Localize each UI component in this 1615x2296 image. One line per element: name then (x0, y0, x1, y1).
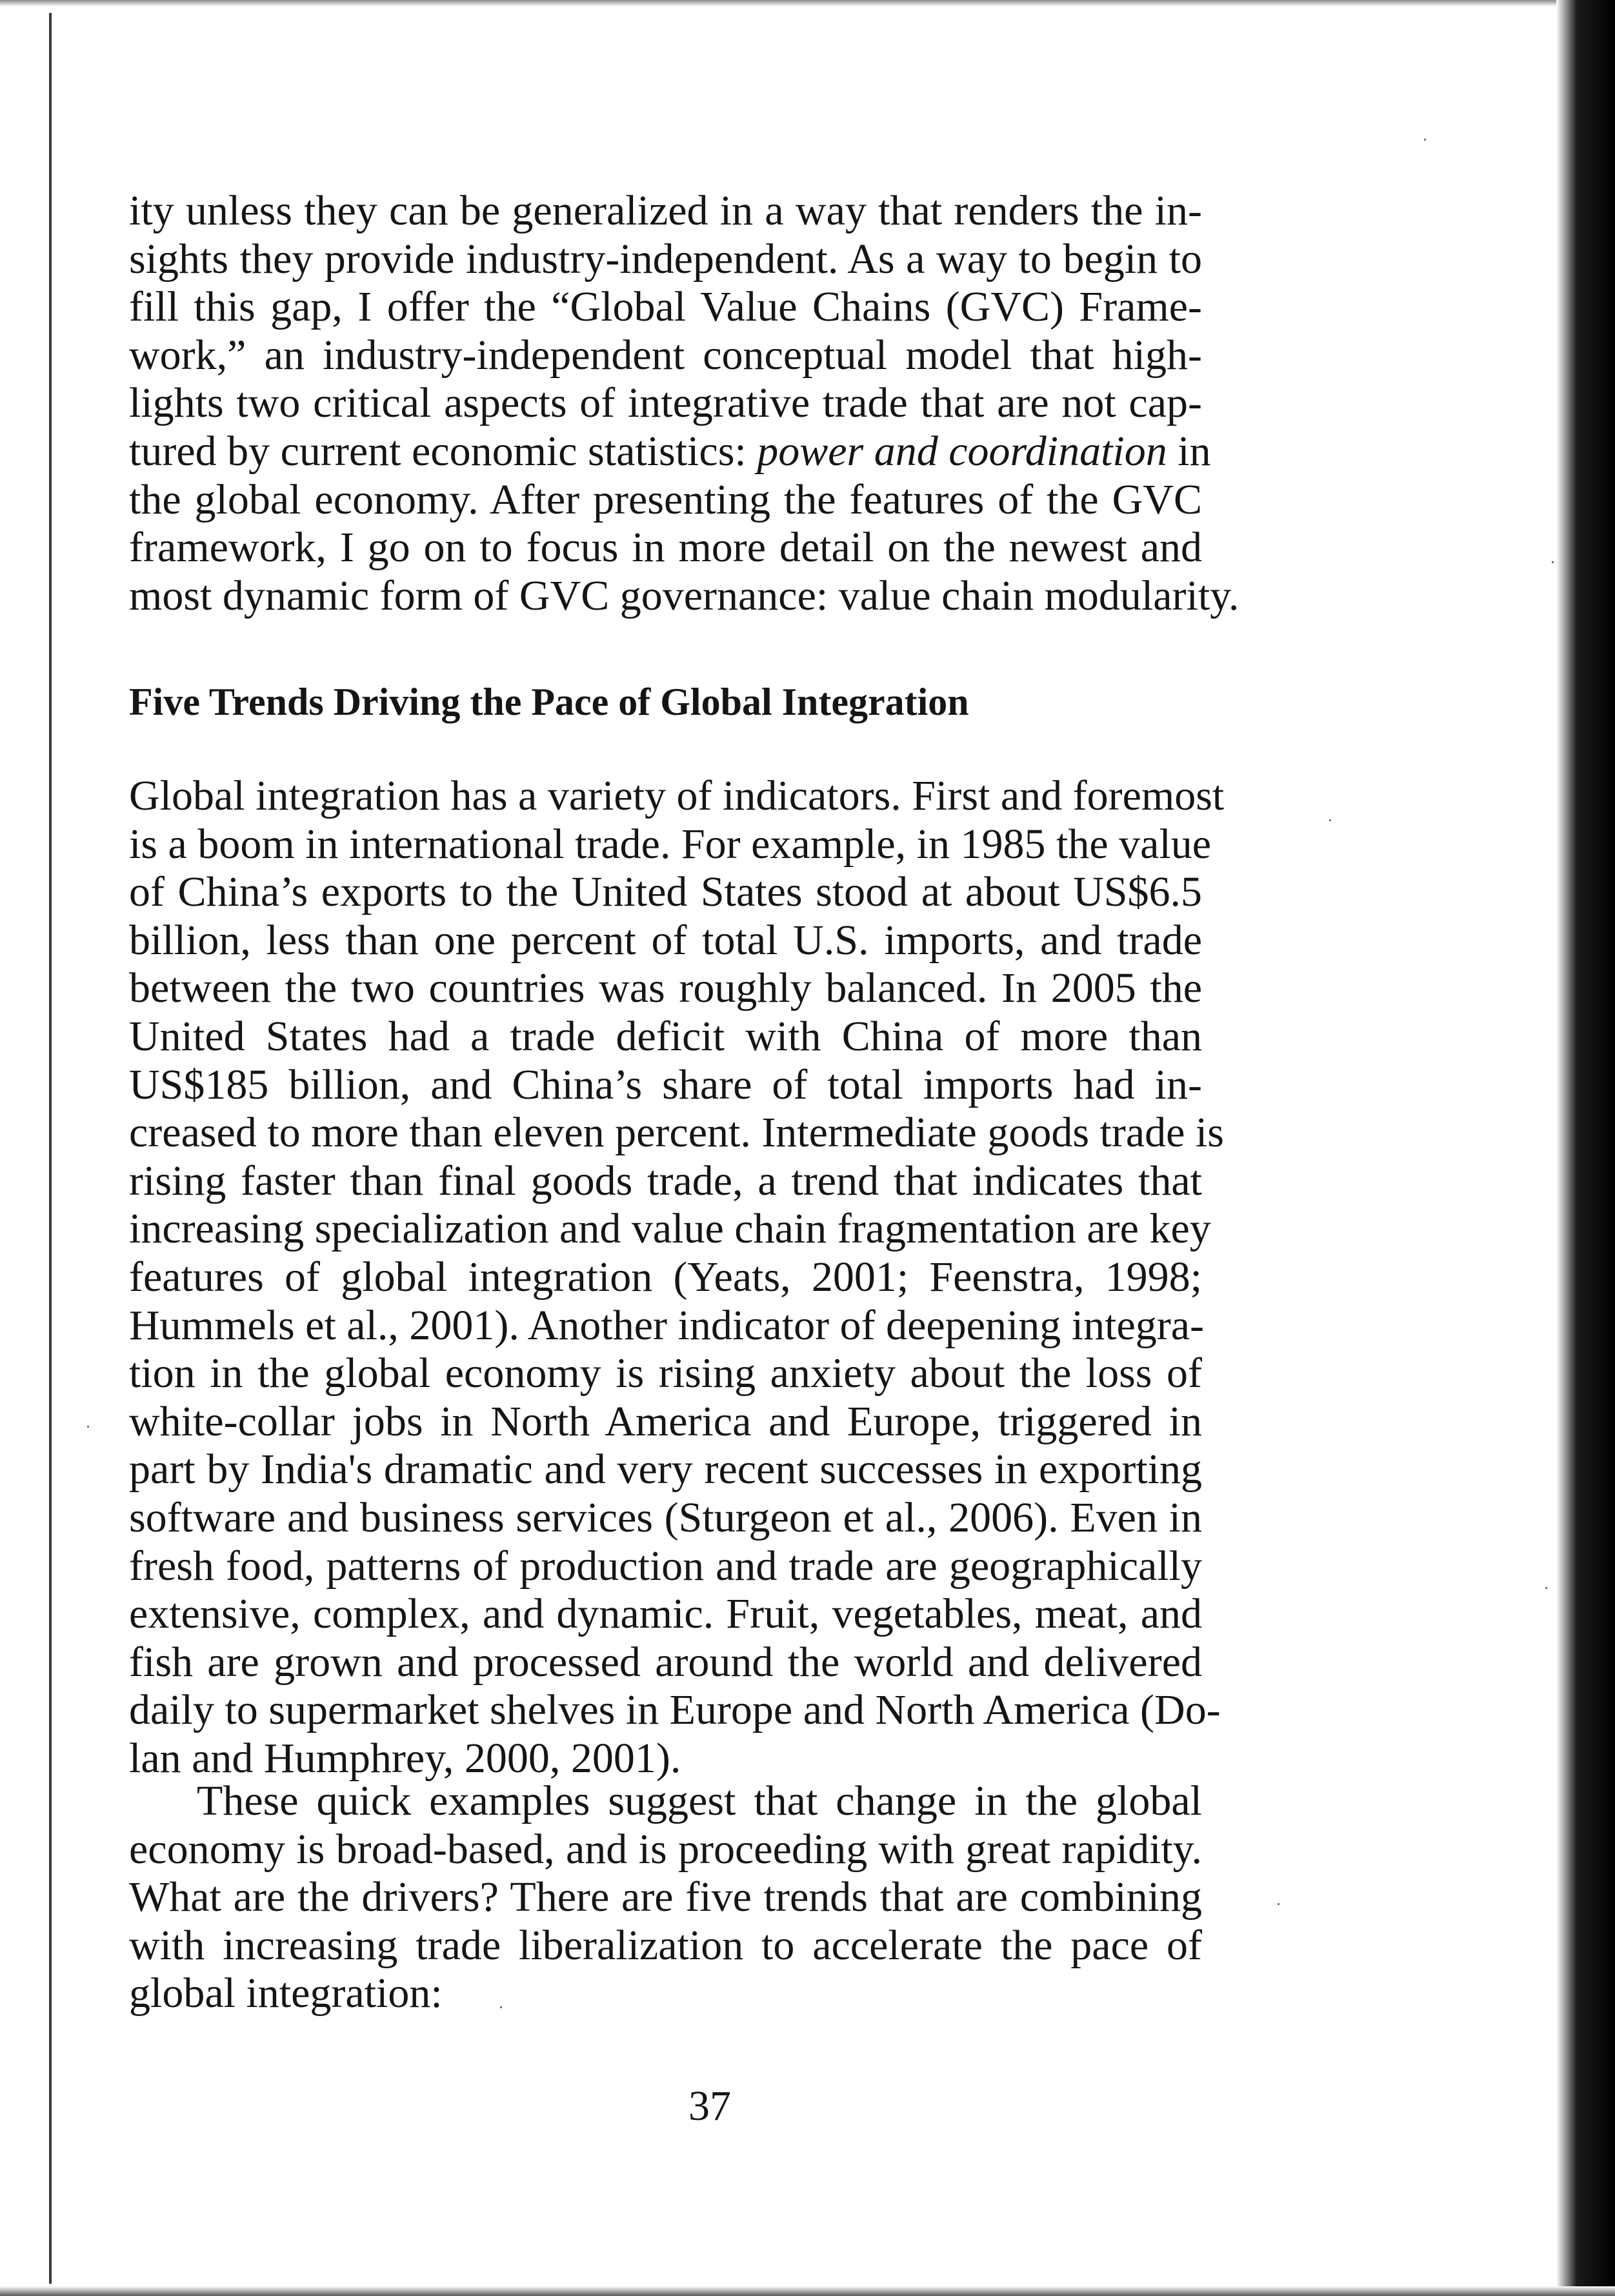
text-line: extensive, complex, and dynamic. Fruit, vegetables, meat, and (129, 1590, 1202, 1638)
text-line: the global economy. After presenting the features of the GVC (129, 475, 1202, 523)
text-line: white-collar jobs in North America and Europe, triggered in (129, 1397, 1202, 1445)
text-line: lights two critical aspects of integrative trade that are not cap- (129, 379, 1202, 427)
text-line: fresh food, patterns of production and trade are geographically (129, 1542, 1202, 1590)
text-line: of China’s exports to the United States stood at about US$6.5 (129, 868, 1202, 916)
text-line: with increasing trade liberalization to accelerate the pace of (129, 1921, 1202, 1969)
scan-speck (1329, 819, 1331, 821)
text-line-with-emphasis (129, 427, 1211, 476)
text-line: framework, I go on to focus in more detail on the newest and (129, 524, 1202, 572)
emphasis-text: power and coordination (757, 427, 1167, 475)
text-line: fish are grown and processed around the world and delivered (129, 1638, 1202, 1686)
text-line: part by India's dramatic and very recent successes in exporting (129, 1446, 1202, 1493)
text-line: tion in the global economy is rising anxiety about the loss of (129, 1350, 1202, 1397)
text-line: economy is broad-based, and is proceeding with great rapidity. (129, 1825, 1202, 1873)
text-line: United States had a trade deficit with China of more than (129, 1012, 1202, 1060)
text-line: These quick examples suggest that change in the global (197, 1777, 1202, 1824)
paragraph-3 (129, 1777, 1202, 2018)
text-line: fill this gap, I offer the “Global Value Chains (GVC) Frame- (129, 283, 1202, 331)
text-line: billion, less than one percent of total U.S. imports, and trade (129, 916, 1202, 964)
scan-speck (1278, 1903, 1279, 1905)
text-line: most dynamic form of GVC governance: value chain modularity. (129, 572, 1239, 619)
text-line: creased to more than eleven percent. Intermediate goods trade is (129, 1109, 1224, 1157)
text-line: US$185 billion, and China’s share of total imports had in- (129, 1061, 1202, 1108)
text-line: work,” an industry-independent conceptual model that high- (129, 331, 1202, 379)
page-number: 37 (688, 2082, 731, 2130)
scan-speck (1424, 139, 1426, 141)
text-segment: in (1167, 427, 1211, 475)
paragraph-1 (129, 187, 1239, 620)
scan-bottom-edge (0, 2286, 1615, 2296)
text-line: is a boom in international trade. For example, in 1985 the value (129, 820, 1212, 868)
scan-speck (1552, 561, 1554, 563)
scan-shadow-right (1556, 0, 1615, 2296)
text-line: software and business services (Sturgeon et al., 2006). Even in (129, 1493, 1202, 1541)
text-line: global integration: (129, 1970, 443, 2017)
section-heading: Five Trends Driving the Pace of Global Integration (129, 681, 969, 723)
text-line: daily to supermarket shelves in Europe and North America (Do- (129, 1686, 1221, 1734)
text-line: features of global integration (Yeats, 2001; Feenstra, 1998; (129, 1253, 1202, 1301)
scan-speck (1545, 1587, 1547, 1589)
scan-top-edge (0, 0, 1615, 6)
text-line: What are the drivers? There are five trends that are combining (129, 1873, 1202, 1921)
text-line: ity unless they can be generalized in a way that renders the in- (129, 187, 1202, 234)
scan-speck (500, 2006, 502, 2008)
paragraph-2 (129, 772, 1225, 1782)
text-line: Hummels et al., 2001). Another indicator of deepening integra- (129, 1301, 1205, 1349)
text-line: sights they provide industry-independent. As a way to begin to (129, 235, 1202, 283)
text-line: rising faster than final goods trade, a trend that indicates that (129, 1157, 1202, 1204)
text-line: increasing specialization and value chain fragmentation are key (129, 1205, 1211, 1253)
binding-edge-line (49, 13, 52, 2284)
text-line: Global integration has a variety of indicators. First and foremost (129, 772, 1225, 819)
text-line: lan and Humphrey, 2000, 2001). (129, 1734, 681, 1782)
scan-speck (87, 1426, 89, 1428)
text-line: between the two countries was roughly balanced. In 2005 the (129, 964, 1202, 1012)
text-segment: tured by current economic statistics: (129, 427, 757, 475)
